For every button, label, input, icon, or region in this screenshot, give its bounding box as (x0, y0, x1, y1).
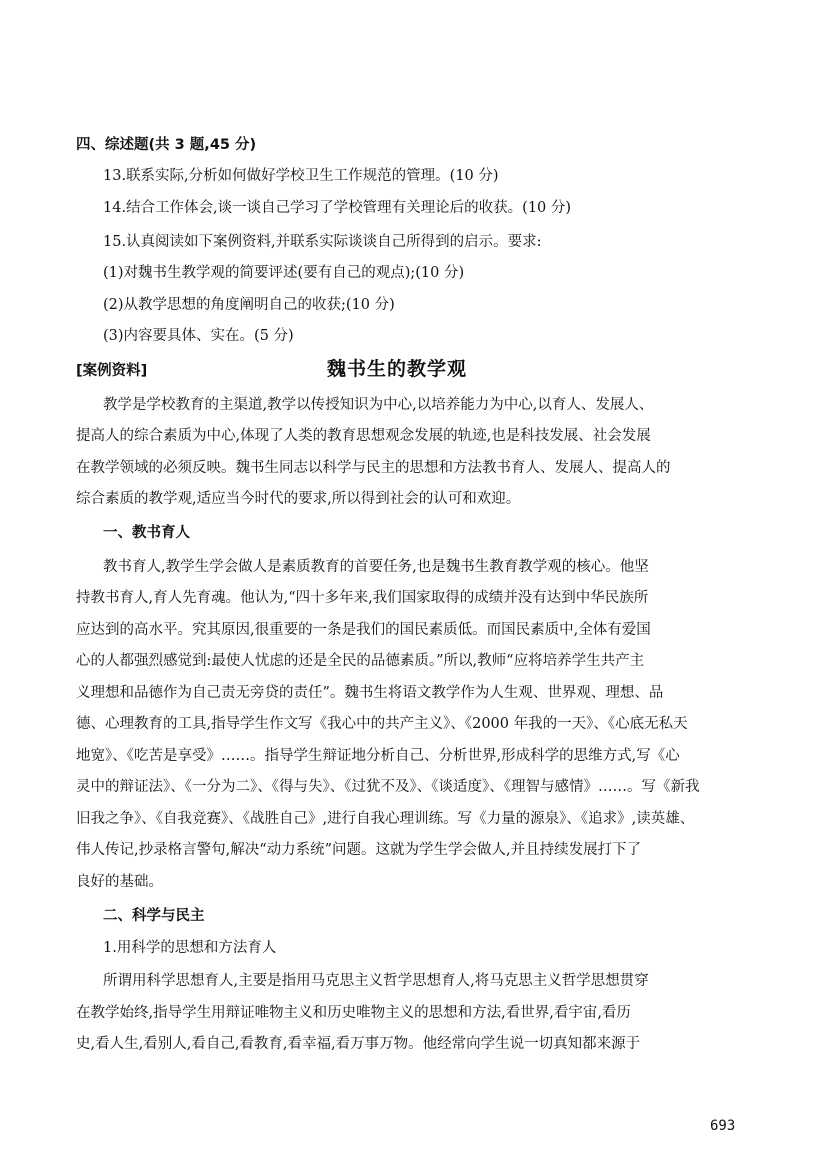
body-line: 德、心理教育的工具,指导学生作文写《我心中的共产主义》、《2000 年我的一天》、《心底无私天 (76, 716, 688, 732)
part1-heading: 一、教书育人 (103, 525, 190, 541)
case-label: [案例资料] (76, 363, 148, 379)
body-line: 持教书育人,育人先育魂。他认为,“四十多年来,我们国家取得的成绩并没有达到中华民族所 (76, 590, 649, 606)
body-line: 旧我之争》、《自我竞赛》、《战胜自己》,进行自我心理训练。写《力量的源泉》、《追求》,读英雄、 (76, 811, 695, 827)
body-line: 地宽》、《吃苦是享受》……。指导学生辩证地分析自己、分析世界,形成科学的思维方式,写《心 (76, 748, 680, 764)
intro-line: 在教学领域的必须反映。魏书生同志以科学与民主的思想和方法教书育人、发展人、提高人的 (76, 460, 671, 476)
intro-line: 教学是学校教育的主渠道,教学以传授知识为中心,以培养能力为中心,以育人、发展人、 (103, 397, 654, 413)
body-line: 所谓用科学思想育人,主要是指用马克思主义哲学思想育人,将马克思主义哲学思想贯穿 (103, 973, 649, 989)
body-line: 灵中的辩证法》、《一分为二》、《得与失》、《过犹不及》、《谈适度》、《理智与感情》……。写《新我 (76, 779, 700, 795)
part2-subheading: 1.用科学的思想和方法育人 (103, 940, 277, 956)
intro-line: 提高人的综合素质为中心,体现了人类的教育思想观念发展的轨迹,也是科技发展、社会发展 (76, 428, 651, 444)
body-line: 伟人传记,抄录格言警句,解决“动力系统”问题。这就为学生学会做人,并且持续发展打下了 (76, 842, 642, 858)
body-line: 教书育人,教学生学会做人是素质教育的首要任务,也是魏书生教育教学观的核心。他坚 (103, 559, 649, 575)
case-title: 魏书生的教学观 (327, 358, 468, 380)
question-15: 15.认真阅读如下案例资料,并联系实际谈谈自己所得到的启示。要求: (103, 234, 542, 250)
requirement-2: (2)从教学思想的角度阐明自己的收获;(10 分) (103, 297, 395, 313)
part2-heading: 二、科学与民主 (103, 908, 205, 924)
body-line: 应达到的高水平。究其原因,很重要的一条是我们的国民素质低。而国民素质中,全体有爱国 (76, 622, 651, 638)
question-14: 14.结合工作体会,谈一谈自己学习了学校管理有关理论后的收获。(10 分) (103, 200, 572, 216)
section-heading: 四、综述题(共 3 题,45 分) (76, 137, 257, 153)
body-line: 义理想和品德作为自己责无旁贷的责任”。魏书生将语文教学作为人生观、世界观、理想、品 (76, 685, 664, 701)
requirement-3: (3)内容要具体、实在。(5 分) (103, 328, 294, 344)
body-line: 良好的基础。 (76, 874, 163, 890)
body-line: 心的人都强烈感觉到:最使人忧虑的还是全民的品德素质。”所以,教师“应将培养学生共产主 (76, 653, 645, 669)
requirement-1: (1)对魏书生教学观的简要评述(要有自己的观点);(10 分) (103, 265, 465, 281)
body-line: 史,看人生,看别人,看自己,看教育,看幸福,看万事万物。他经常向学生说一切真知都来源于 (76, 1036, 641, 1052)
intro-line: 综合素质的教学观,适应当今时代的要求,所以得到社会的认可和欢迎。 (76, 491, 521, 507)
question-13: 13.联系实际,分析如何做好学校卫生工作规范的管理。(10 分) (103, 168, 499, 184)
page-number: 693 (710, 1118, 736, 1134)
body-line: 在教学始终,指导学生用辩证唯物主义和历史唯物主义的思想和方法,看世界,看宇宙,看历 (76, 1005, 631, 1021)
